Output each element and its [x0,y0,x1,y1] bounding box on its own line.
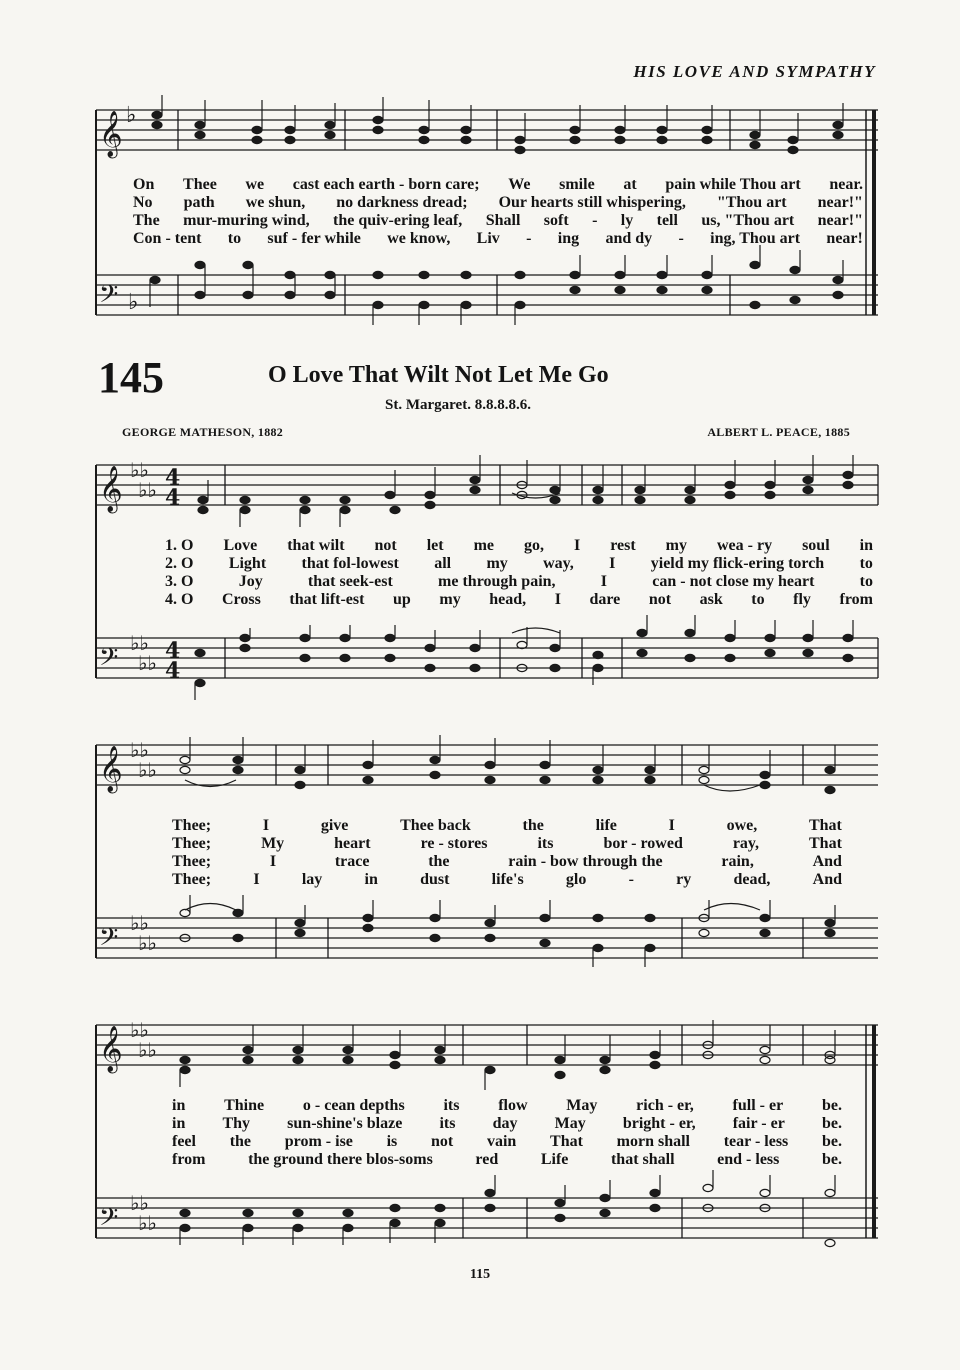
lyric-syllable: Cross [222,591,261,608]
svg-text:𝄞: 𝄞 [99,111,123,157]
lyric-syllable: trace [334,853,370,870]
lyric-syllable: not [374,537,397,554]
lyric-syllable: yield my flick-ering torch [650,555,825,572]
lyric-line [172,871,842,889]
lyric-syllable: not [648,591,672,608]
lyric-syllable: go, [524,537,545,554]
lyric-syllable: not [431,1133,454,1150]
lyric-syllable: That [808,817,842,834]
lyric-syllable: path [183,194,215,211]
lyric-syllable: Thee [183,176,217,193]
lyric-syllable: the [229,1133,252,1150]
lyric-syllable: bor - rowed [603,835,683,852]
svg-text:♭♭: ♭♭ [130,458,149,482]
lyric-syllable: us, "Thou art [701,212,795,229]
lyric-syllable: head, [489,591,527,608]
lyric-syllable: be. [821,1151,842,1168]
lyric-syllable: near!" [817,194,863,211]
lyric-syllable: that lift-est [289,591,365,608]
lyric-line [172,1151,842,1169]
svg-text:𝄢: 𝄢 [99,1203,119,1238]
svg-text:♭♭: ♭♭ [130,1018,149,1042]
lyric-syllable: re - stores [420,835,488,852]
lyric-syllable: 1. O [165,537,194,554]
lyric-syllable: I [609,555,616,572]
lyric-syllable: rest [610,537,636,554]
lyric-syllable: And [812,853,842,870]
lyric-syllable: day [492,1115,518,1132]
lyric-syllable: Shall [485,212,521,229]
lyric-syllable: owe, [726,817,758,834]
lyric-syllable: 3. O [165,573,194,590]
lyric-syllable: that shall [610,1151,675,1168]
lyric-syllable: be. [821,1115,842,1132]
lyric-syllable: rain - bow through the [508,853,663,870]
svg-text:♭: ♭ [126,103,137,128]
lyric-line [165,537,873,555]
lyric-syllable: to [859,555,873,572]
lyric-syllable: May [554,1115,586,1132]
lyric-syllable: up [393,591,411,608]
lyric-syllable: that wilt [287,537,345,554]
lyric-line [172,1115,842,1133]
lyric-syllable: Thee; [172,835,212,852]
lyric-syllable: in [859,537,873,554]
lyric-syllable: heart [334,835,371,852]
lyric-syllable: suf - fer while [267,230,361,247]
page-number: 115 [469,1267,491,1282]
svg-text:𝄞: 𝄞 [99,1026,123,1072]
lyric-syllable: ry [676,871,692,888]
lyric-syllable: ray, [732,835,760,852]
svg-text:𝄢: 𝄢 [99,643,119,678]
lyric-syllable: mur-muring wind, [183,212,310,229]
lyric-syllable: my [665,537,687,554]
hymn-title: O Love That Wilt Not Let Me Go [268,362,609,388]
lyric-syllable: I [253,871,260,888]
lyric-syllable: near! [826,230,863,247]
lyric-syllable: to [751,591,765,608]
lyric-syllable: bright - er, [622,1115,696,1132]
lyric-syllable: give [320,817,349,834]
lyric-syllable: my [486,555,508,572]
svg-text:4: 4 [165,485,181,511]
lyric-syllable: we [245,176,265,193]
lyric-syllable: tear - less [723,1133,789,1150]
lyric-syllable: be. [822,1133,842,1150]
svg-text:♭♭: ♭♭ [138,1211,157,1235]
lyric-line [133,176,863,194]
lyric-syllable: from [839,591,873,608]
lyric-syllable: to [227,230,242,247]
lyric-syllable: sun-shine's blaze [287,1115,403,1132]
svg-text:♭♭: ♭♭ [138,651,157,675]
lyric-syllable: smile [559,176,595,193]
lyric-syllable: Thy [222,1115,251,1132]
lyric-syllable: near. [829,176,863,193]
svg-text:♭: ♭ [128,290,139,315]
lyric-syllable: rich - er, [636,1097,694,1114]
lyric-syllable: That [550,1133,583,1150]
lyric-syllable: "Thou art [716,194,787,211]
lyric-syllable: ask [699,591,723,608]
svg-text:𝄢: 𝄢 [99,923,119,958]
lyric-syllable: soul [802,537,830,554]
lyric-syllable: in [172,1097,186,1114]
lyric-syllable: morn shall [616,1133,690,1150]
author-credit: GEORGE MATHESON, 1882 [122,425,284,439]
lyric-line [172,1133,842,1151]
svg-text:♭♭: ♭♭ [138,931,157,955]
lyric-syllable: Thee; [172,871,212,888]
svg-text:♭♭: ♭♭ [138,1038,157,1062]
lyric-line [172,853,842,871]
lyric-syllable: the ground there blos-soms [248,1151,433,1168]
lyric-syllable: Our hearts still whispering, [498,194,686,211]
lyric-syllable: Con - tent [133,230,202,247]
svg-text:♭♭: ♭♭ [130,631,149,655]
lyric-line [172,817,842,835]
svg-text:4: 4 [165,465,181,491]
lyric-syllable: my [439,591,461,608]
lyric-syllable: that fol-lowest [301,555,399,572]
lyric-syllable: its [443,1097,460,1114]
lyric-syllable: rain, [721,853,754,870]
lyric-syllable: - [592,212,598,229]
lyric-syllable: pain while Thou art [665,176,801,193]
lyric-syllable: the [522,817,544,834]
lyric-syllable: its [537,835,554,852]
lyric-syllable: Thine [224,1097,265,1114]
lyric-syllable: 4. O [165,591,194,608]
lyric-line [133,212,863,230]
lyric-syllable: we know, [387,230,451,247]
lyric-syllable: in [172,1115,186,1132]
lyric-syllable: wea - ry [716,537,773,554]
svg-text:♭♭: ♭♭ [130,911,149,935]
composer-credit: ALBERT L. PEACE, 1885 [707,425,850,439]
lyric-syllable: I [554,591,561,608]
lyric-syllable: glo [565,871,587,888]
lyric-syllable: Life [540,1151,569,1168]
lyric-syllable: in [364,871,378,888]
lyric-syllable: no darkness dread; [336,194,468,211]
lyric-syllable: life's [491,871,524,888]
lyric-syllable: fly [793,591,811,608]
lyric-syllable: fair - er [732,1115,785,1132]
lyric-syllable: dare [589,591,621,608]
lyric-syllable: the quiv-ering leaf, [332,212,463,229]
lyric-line [133,194,863,212]
lyric-syllable: the [428,853,450,870]
svg-text:♭♭: ♭♭ [138,758,157,782]
lyric-syllable: that seek-est [307,573,393,590]
lyric-syllable: can - not close my heart [652,573,815,590]
lyric-syllable: we shun, [245,194,306,211]
lyric-syllable: No [133,194,153,211]
lyric-line [172,1097,842,1115]
lyric-syllable: Light [228,555,267,572]
svg-text:♭♭: ♭♭ [130,738,149,762]
svg-text:4: 4 [165,658,181,684]
lyric-syllable: I [262,817,270,834]
svg-text:𝄞: 𝄞 [99,466,123,512]
lyric-syllable: On [133,176,155,193]
lyric-syllable: full - er [732,1097,784,1114]
lyric-syllable: Thee; [172,817,212,834]
lyric-syllable: dust [420,871,450,888]
lyric-syllable: dead, [733,871,771,888]
lyric-syllable: Liv [476,230,500,247]
lyric-syllable: and dy [605,230,653,247]
lyric-syllable: its [439,1115,456,1132]
lyric-syllable: at [623,176,637,193]
lyric-syllable: life [595,817,617,834]
lyric-syllable: red [475,1151,499,1168]
lyric-line [172,835,842,853]
lyric-line [165,591,873,609]
lyric-syllable: from [172,1151,206,1168]
lyric-syllable: prom - ise [284,1133,353,1150]
lyric-syllable: soft [543,212,569,229]
lyric-syllable: Joy [238,573,263,590]
lyric-syllable: is [386,1133,398,1150]
lyric-syllable: cast each earth - born care; [292,176,480,193]
lyric-syllable: Love [223,537,258,554]
lyric-syllable: me through pain, [438,573,556,590]
hymn-number: 145 [98,353,164,402]
lyric-syllable: May [566,1097,598,1114]
lyric-line [165,555,873,573]
lyric-syllable: flow [498,1097,528,1114]
lyric-syllable: Thee back [400,817,471,834]
lyric-syllable: Thee; [172,853,212,870]
tune-name: St. Margaret. 8.8.8.8.6. [385,397,531,413]
running-head: HIS LOVE AND SYMPATHY [633,62,876,81]
lyric-line [165,573,873,591]
lyric-syllable: feel [172,1133,196,1150]
lyric-syllable: That [809,835,842,852]
lyric-syllable: me [473,537,495,554]
lyric-syllable: be. [821,1097,842,1114]
svg-text:𝄞: 𝄞 [99,746,123,792]
lyric-syllable: lay [301,871,323,888]
lyric-syllable: near!" [817,212,863,229]
lyric-syllable: ing, Thou art [710,230,801,247]
lyric-syllable: ing [557,230,580,247]
lyric-syllable: The [133,212,160,229]
lyric-syllable: - [678,230,684,247]
lyric-syllable: I [600,573,608,590]
lyric-syllable: let [426,537,444,554]
svg-text:♭♭: ♭♭ [138,478,157,502]
lyric-syllable: I [668,817,675,834]
lyric-syllable: way, [543,555,574,572]
lyric-syllable: ly [620,212,634,229]
svg-text:𝄢: 𝄢 [99,280,119,315]
lyric-line [133,230,863,248]
lyric-syllable: to [859,573,873,590]
lyric-syllable: I [574,537,581,554]
lyric-syllable: - [628,871,634,888]
svg-text:♭♭: ♭♭ [130,1191,149,1215]
lyric-syllable: My [261,835,285,852]
lyric-syllable: end - less [717,1151,780,1168]
lyric-syllable: vain [486,1133,517,1150]
lyric-syllable: - [526,230,532,247]
lyric-syllable: 2. O [165,555,194,572]
lyric-syllable: tell [656,212,678,229]
lyric-syllable: And [812,871,842,888]
lyric-syllable: o - cean depths [302,1097,405,1114]
lyric-syllable: We [508,176,531,193]
lyric-syllable: all [434,555,452,572]
svg-text:4: 4 [165,638,181,664]
lyric-syllable: I [269,853,277,870]
